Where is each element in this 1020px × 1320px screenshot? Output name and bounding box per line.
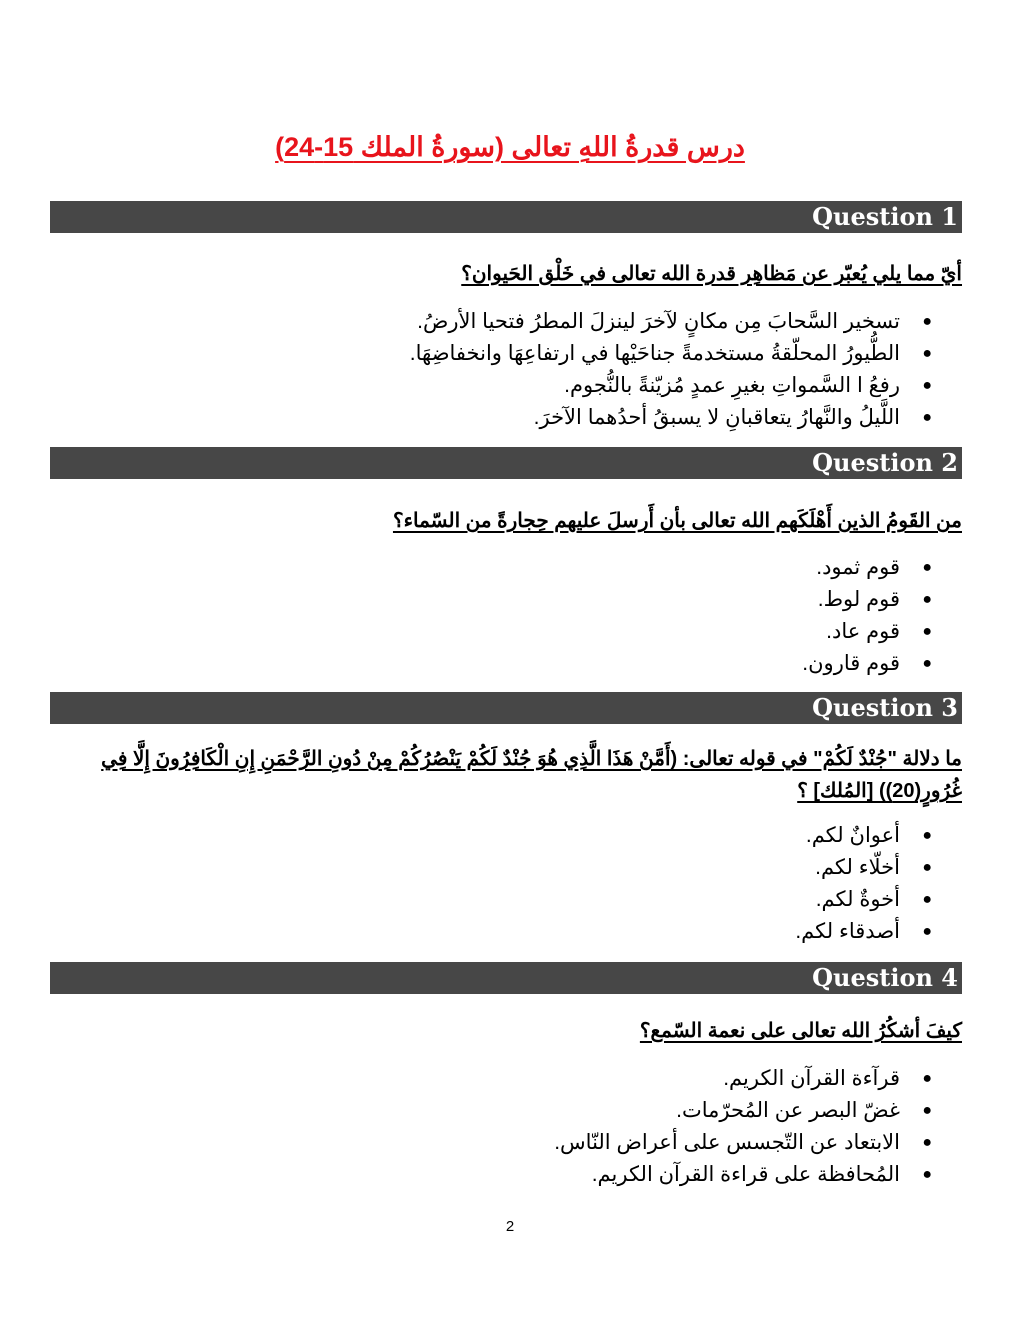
- bullet-icon: ●: [922, 923, 932, 940]
- question-1-header: [50, 201, 962, 233]
- bullet-icon: ●: [922, 409, 932, 426]
- list-item: ● أخوةٌ لكم.: [50, 884, 900, 916]
- list-item: ● اللَّيلُ والنَّهارُ يتعاقبانِ لا يسبقُ أحدُهما الآخرَ.: [50, 402, 900, 434]
- bullet-icon: ●: [922, 377, 932, 394]
- bullet-icon: ●: [922, 1166, 932, 1183]
- question-4-prompt: كيفَ أشكُرُ الله تعالى على نعمة السّمع؟: [639, 1020, 962, 1042]
- question-4-label: Question 4: [812, 963, 958, 992]
- bullet-icon: ●: [922, 623, 932, 640]
- list-item: ● تسخير السَّحابَ مِن مكانٍ لآخرَ لينزلَ المطرُ فتحيا الأرضُ.: [50, 306, 900, 338]
- question-1-options: [50, 306, 932, 434]
- list-item: ● أخلّاء لكم.: [50, 852, 900, 884]
- list-item: ● أعوانٌ لكم.: [50, 820, 900, 852]
- question-3-prompt: ما دلالة "جُنْدٌ لَكُمْ" في قوله تعالى: (أَمَّنْ هَذَا الَّذِي هُوَ جُنْدٌ لَكُمْ يَنْصُرُكُمْ مِنْ دُونِ الرَّحْمَنِ إِنِ الْكَافِرُونَ إِلَّا فِي غُرُورٍ(20)) [المُلك] ؟: [101, 748, 962, 802]
- question-3-header: [50, 692, 962, 724]
- list-item: ● قوم قارون.: [50, 648, 900, 680]
- bullet-icon: ●: [922, 345, 932, 362]
- bullet-icon: ●: [922, 827, 932, 844]
- question-4-header: [50, 962, 962, 994]
- bullet-icon: ●: [922, 1134, 932, 1151]
- list-item: ● قرآءة القرآن الكريم.: [50, 1063, 900, 1095]
- bullet-icon: ●: [922, 591, 932, 608]
- question-3-label: Question 3: [812, 693, 958, 722]
- list-item: ● قوم لوط.: [50, 584, 900, 616]
- list-item: ● الطُّيورُ المحلّقةُ مستخدمةً جناحَيْها في ارتفاعِهَا وانخفاضِهَا.: [50, 338, 900, 370]
- list-item: ● الابتعاد عن التّجسس على أعراض النّاس.: [50, 1127, 900, 1159]
- bullet-icon: ●: [922, 891, 932, 908]
- page-title-text: درس قدرةُ اللهِ تعالى (سورةُ الملك 15-24): [275, 132, 745, 162]
- question-2-prompt: من القَومُ الذين أَهْلَكَهم الله تعالى بأن أَرسلَ عليهم حِجارةً من السّماء؟: [392, 510, 962, 532]
- list-item: ● المُحافظة على قراءة القرآن الكريم.: [50, 1159, 900, 1191]
- bullet-icon: ●: [922, 859, 932, 876]
- bullet-icon: ●: [922, 1070, 932, 1087]
- question-2-label: Question 2: [812, 448, 958, 477]
- bullet-icon: ●: [922, 1102, 932, 1119]
- question-2-header: [50, 447, 962, 479]
- page-title: [0, 132, 1020, 163]
- question-2-options: [50, 552, 932, 680]
- list-item: ● غضّ البصر عن المُحرّمات.: [50, 1095, 900, 1127]
- page-number: 2: [505, 1218, 515, 1235]
- list-item: ● قوم ثمود.: [50, 552, 900, 584]
- question-1-prompt: أيّ مما يلي يُعبّر عن مَظاهِر قدرة الله تعالى في خَلْق الحَيوان؟: [461, 263, 962, 285]
- question-1-label: Question 1: [812, 202, 958, 231]
- bullet-icon: ●: [922, 313, 932, 330]
- question-4-options: [50, 1063, 932, 1191]
- list-item: ● قوم عاد.: [50, 616, 900, 648]
- bullet-icon: ●: [922, 559, 932, 576]
- list-item: ● أصدقاء لكم.: [50, 916, 900, 948]
- question-3-options: [50, 820, 932, 948]
- bullet-icon: ●: [922, 655, 932, 672]
- list-item: ● رفعُ ا السَّمواتِ بغيرِ عمدٍ مُزيّنةً بالنُّجوم.: [50, 370, 900, 402]
